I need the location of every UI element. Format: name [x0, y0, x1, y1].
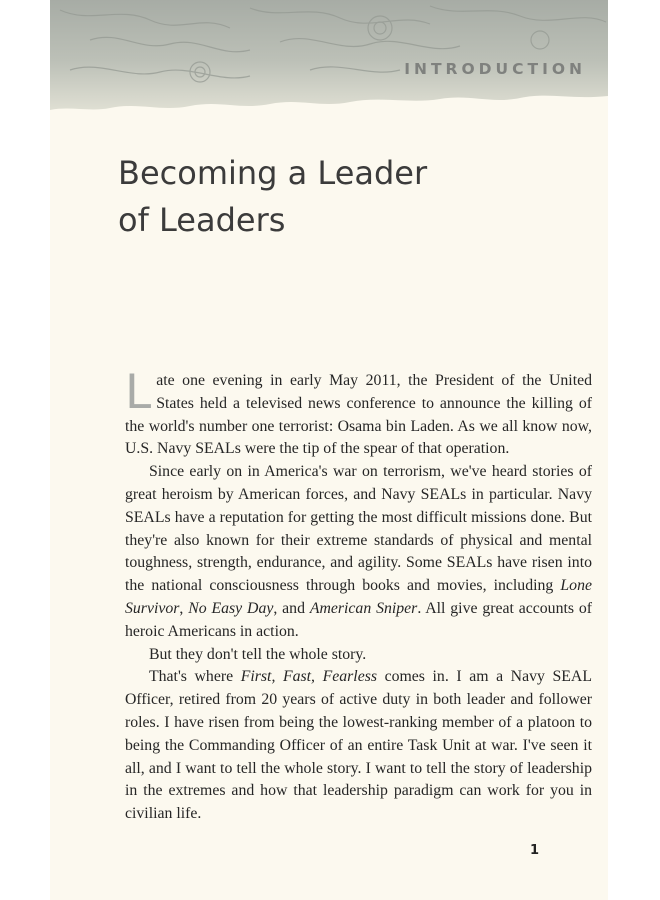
paragraph-4	[125, 666, 592, 826]
book-title-american-sniper: American Sniper	[309, 599, 418, 617]
paragraph-1-text: ate one evening in early May 2011, the President of the United States held a televised news conference to announce the killing of the world's number one terrorist: Osama bin Laden. As we all know now, U.S. Navy SEALs were the tip of the spear of that operation.	[125, 372, 592, 458]
drop-cap: L	[125, 365, 152, 420]
paragraph-4-rest: Officer, retired from 20 years of active duty in both leader and follower roles. I have risen from being the lowest-ranking member of a platoon to being the Commanding Officer of an entire Task Unit at war. I've seen it all, and I want to tell the whole story. I want to tell the story of leadership in the extremes and how that leadership paradigm can work for you in civilian life.	[125, 691, 592, 823]
book-title-no-easy-day: No Easy Day	[188, 599, 274, 617]
separator: , and	[273, 599, 310, 617]
book-title-lone-survivor: Lone Survivor	[125, 577, 592, 617]
separator: ,	[179, 599, 189, 617]
paragraph-4-tail: comes in. I am a Navy SEAL	[377, 668, 592, 686]
book-page	[50, 0, 608, 900]
section-label: INTRODUCTION	[404, 60, 586, 78]
paragraph-2-tail: . All give great accounts of heroic Americans in action.	[125, 599, 593, 640]
book-title-first-fast-fearless: First, Fast, Fearless	[240, 668, 377, 686]
paragraph-2	[125, 461, 592, 643]
paragraph-3: But they don't tell the whole story.	[149, 645, 367, 663]
chapter-title	[118, 150, 538, 244]
paragraph-2-text: Since early on in America's war on terrorism, we've heard stories of great heroism by American forces, and Navy SEALs in particular. Navy SEALs have a reputation for getting the most difficult missions done. But they're also known for their extreme standards of physical and mental toughness, strength, endurance, and agility. Some SEALs have risen into the national consciousness through books and movies, including	[125, 463, 592, 595]
paragraph-1	[125, 365, 592, 461]
paragraph-4-text: That's where	[149, 668, 241, 686]
body-text	[125, 365, 593, 826]
chapter-title-line-2: of Leaders	[118, 201, 286, 239]
chapter-title-line-1: Becoming a Leader	[118, 154, 428, 192]
page-number: 1	[530, 843, 540, 858]
